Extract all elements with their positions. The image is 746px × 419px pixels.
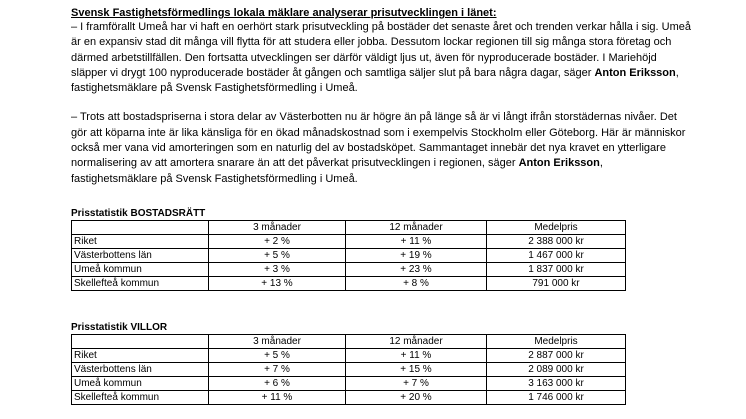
table-cell: Västerbottens län [72, 363, 209, 377]
paragraph-1-text: – I framförallt Umeå har vi haft en oerhört stark prisutveckling på bostäder det senaste året och trenden verkar hålla i sig. Umeå är en expansiv stad dit många vill flytta för att studera eller jobba. Dessutom lockar regionen till sig många stora företag och därmed arbetstillfällen. Den fortsatta utvecklingen ser därför väldigt ljus ut, även för nyproducerade bostäder. I Mariehöjd släpper vi drygt 100 nyproducerade bostäder åt gången och samtliga säljer slut på bara några dagar, säger [71, 21, 691, 79]
table-cell: + 11 % [346, 349, 487, 363]
table-cell: Skellefteå kommun [72, 391, 209, 405]
paragraph-1-name: Anton Eriksson [594, 66, 676, 79]
header-cell: Medelpris [487, 221, 626, 235]
table-cell: Riket [72, 349, 209, 363]
table-cell: + 3 % [209, 263, 346, 277]
paragraph-2-text: – Trots att bostadspriserna i stora delar av Västerbotten nu är högre än på länge så är vi långt ifrån storstädernas nivåer. Det gör att köparna inte är lika känsliga för en ökad månadskostnad som i exempelvis Stockholm eller Göteborg. Här är människor också mer vana vid amorteringen som en naturlig del av bostadsköpet. Sammantaget innebär det nya kravet en ytterligare normalisering av att amortera snarare än att det påverkat prisutvecklingen i regionen, säger [71, 111, 686, 170]
table-cell: + 6 % [209, 377, 346, 391]
table-cell: + 5 % [209, 249, 346, 263]
table-row [72, 277, 626, 291]
paragraph-1-text-end: , fastighetsmäklare på Svensk Fastighetsförmedling i Umeå. [71, 66, 679, 95]
table-cell: Skellefteå kommun [72, 277, 209, 291]
table-cell: Riket [72, 235, 209, 249]
header-cell: Medelpris [487, 335, 626, 349]
table-cell: + 20 % [346, 391, 487, 405]
table-cell: + 7 % [209, 363, 346, 377]
header-cell: 3 månader [209, 335, 346, 349]
table-cell: 2 388 000 kr [487, 235, 626, 249]
table-cell: 791 000 kr [487, 277, 626, 291]
table-cell: + 8 % [346, 277, 487, 291]
table-cell: 2 887 000 kr [487, 349, 626, 363]
header-cell: 3 månader [209, 221, 346, 235]
table-cell: Umeå kommun [72, 263, 209, 277]
section-heading: Svensk Fastighetsförmedlings lokala mäklare analyserar prisutvecklingen i länet: [71, 7, 497, 19]
table-cell: 1 837 000 kr [487, 263, 626, 277]
table-row [72, 249, 626, 263]
table-row [72, 263, 626, 277]
table-row [72, 377, 626, 391]
table-cell: 2 089 000 kr [487, 363, 626, 377]
table-header-row [72, 221, 626, 235]
villor-title: Prisstatistik VILLOR [71, 322, 168, 333]
villor-section [71, 322, 626, 405]
header-cell [72, 335, 209, 349]
table-cell: 1 467 000 kr [487, 249, 626, 263]
table-row [72, 235, 626, 249]
paragraph-2-name: Anton Eriksson [518, 157, 600, 170]
table-cell: 3 163 000 kr [487, 377, 626, 391]
table-row [72, 363, 626, 377]
villor-table [71, 334, 626, 405]
header-cell: 12 månader [346, 335, 487, 349]
paragraph-2 [71, 110, 691, 186]
table-cell: + 23 % [346, 263, 487, 277]
bostadsratt-title: Prisstatistik BOSTADSRÄTT [71, 208, 206, 219]
header-cell [72, 221, 209, 235]
table-cell: + 5 % [209, 349, 346, 363]
header-cell: 12 månader [346, 221, 487, 235]
table-cell: + 13 % [209, 277, 346, 291]
paragraph-1 [71, 20, 691, 96]
table-cell: 1 746 000 kr [487, 391, 626, 405]
table-cell: + 7 % [346, 377, 487, 391]
table-header-row [72, 335, 626, 349]
table-cell: + 11 % [346, 235, 487, 249]
table-cell: + 11 % [209, 391, 346, 405]
table-cell: + 15 % [346, 363, 487, 377]
paragraph-2-text-end: , fastighetsmäklare på Svensk Fastighetsförmedling i Umeå. [71, 157, 603, 185]
table-row [72, 391, 626, 405]
table-cell: Umeå kommun [72, 377, 209, 391]
table-cell: + 19 % [346, 249, 487, 263]
paragraph-gap [71, 96, 691, 110]
bostadsratt-section [71, 208, 626, 291]
table-row [72, 349, 626, 363]
document-body [71, 7, 691, 187]
table-cell: Västerbottens län [72, 249, 209, 263]
table-cell: + 2 % [209, 235, 346, 249]
bostadsratt-table [71, 220, 626, 291]
